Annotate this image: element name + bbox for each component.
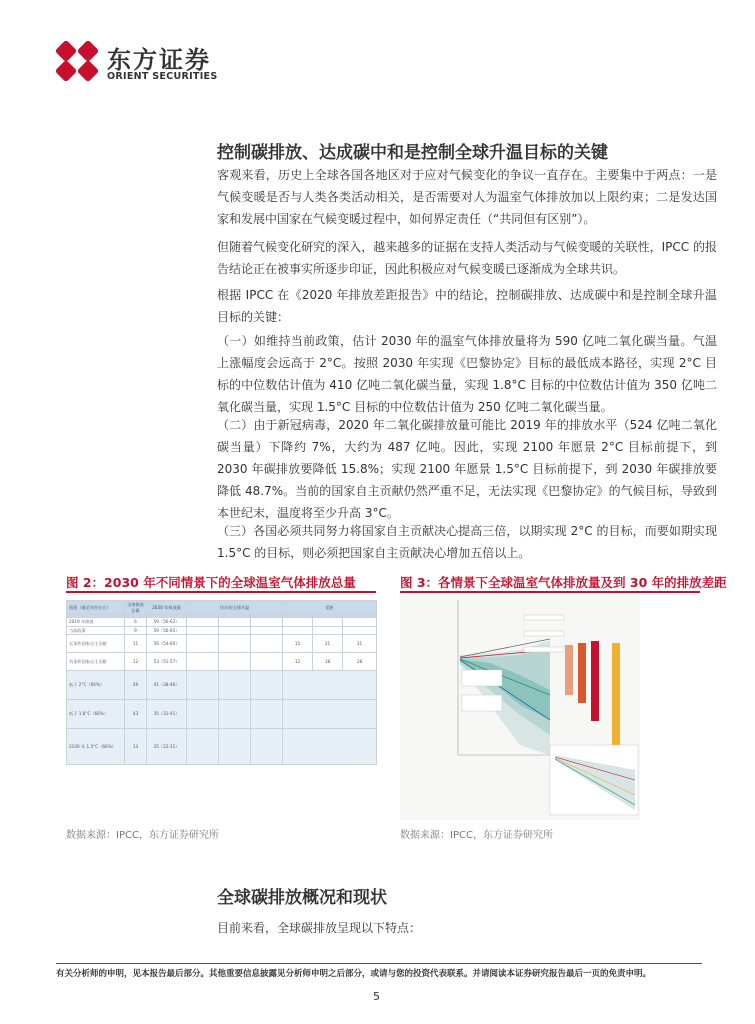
table-cell: 15 xyxy=(283,635,313,653)
section-heading-2: 全球碳排放概况和现状 xyxy=(217,888,387,908)
paragraph-3: 根据 IPCC 在《2020 年排放差距报告》中的结论，控制碳排放、达成碳中和是控制全球升温目标的关键： xyxy=(217,288,717,324)
table-header-cell: 情景（截至年份左右） xyxy=(67,601,125,615)
table-cell: 2019 年排放 xyxy=(67,618,125,627)
figure-3-title: 图 3：各情景下全球温室气体排放量及到 30 年的排放差距 xyxy=(400,575,727,590)
table-header-row xyxy=(67,601,377,615)
chart-note-box-1 xyxy=(462,670,502,686)
chart-note-box-2 xyxy=(462,695,502,711)
table-cell: 11 xyxy=(125,635,147,653)
table-cell: 53（51-57） xyxy=(147,653,187,671)
paragraph-2: 但随着气候变化研究的深入，越来越多的证据在支持人类活动与气候变暖的关联性，IPCC 的报告结论正在被事实所逐步印证，因此积极应对气候变暖已逐渐成为全球共识。 xyxy=(217,240,717,276)
chart-gap-bar-3 xyxy=(591,641,599,721)
figure-3-rule xyxy=(400,591,700,593)
table-row xyxy=(67,729,377,765)
table-cell: 59（56-65） xyxy=(147,626,187,635)
table-cell: 12 xyxy=(125,653,147,671)
table-cell: 无条件国家自主贡献 xyxy=(67,635,125,653)
table-cell: 13 xyxy=(125,729,147,765)
table-row xyxy=(67,618,377,627)
table-cell: 29 xyxy=(125,671,147,700)
figure-3-source: 数据来源：IPCC，东方证券研究所 xyxy=(400,830,553,841)
table-cell: 59（56-62） xyxy=(147,618,187,627)
table-header-cell: 全球排放总量 xyxy=(125,601,147,615)
table-row xyxy=(67,626,377,635)
table-cell: 28 xyxy=(343,653,377,671)
table-cell: 18 xyxy=(313,653,343,671)
company-logo xyxy=(55,40,225,82)
paragraph-6: （三）各国必须共同努力将国家自主贡献决心提高三倍，以期实现 2°C 的目标，而要如期实现 1.5°C 的目标，则必须把国家自主贡献决心增加五倍以上。 xyxy=(217,524,717,560)
table-cell: 低于 2°C（66%） xyxy=(67,671,125,700)
page-number: 5 xyxy=(373,990,380,1003)
paragraph-4: （一）如维持当前政策，估计 2030 年的温室气体排放量将为 590 亿吨二氧化碳当量。气温上涨幅度会远高于 2°C。按照 2030 年实现《巴黎协定》目标的最低成本路径，实现 2°C 目标的中位数估计值为 410 亿吨二氧化碳当量，实现 1.8°C 目标的中位数估计值为 350 亿吨二氧化碳当量，实现 1.5°C 目标的中位数估计值为 250 亿吨二氧化碳当量。 xyxy=(217,334,717,414)
paragraph-5: （二）由于新冠病毒，2020 年二氧化碳排放量可能比 2019 年的排放水平（524 亿吨二氧化碳当量）下降约 7%，大约为 487 亿吨。因此，实现 2100 年愿景 2°C 目标前提下，到 2030 年碳排放要降低 15.8%；实现 2100 年愿景 1.5°C 目标前提下，到 2030 年碳排放要降低 48.7%。当前的国家自主贡献仍然严重不足，无法实现《巴黎协定》的气候目标，导致到本世纪末，温度将至少升高 3°C。 xyxy=(217,418,717,520)
emissions-gap-chart xyxy=(400,595,640,820)
logo-mark-icon xyxy=(55,40,99,82)
footer-rule xyxy=(56,963,702,964)
chart-gap-bar-1 xyxy=(565,645,573,695)
table-cell: 9 xyxy=(125,626,147,635)
table-cell: 当前政策 xyxy=(67,626,125,635)
table-cell: 35（31-41） xyxy=(147,700,187,729)
paragraph-7: 目前来看，全球碳排放呈现以下特点： xyxy=(217,921,422,935)
chart-legend-box-1 xyxy=(524,615,564,620)
figure-2-title: 图 2：2030 年不同情景下的全球温室气体排放总量 xyxy=(66,575,356,590)
chart-legend-box-3 xyxy=(524,647,564,652)
table-cell: 6 xyxy=(125,618,147,627)
emissions-table xyxy=(66,600,377,765)
logo-en-text: ORIENT SECURITIES xyxy=(107,71,218,82)
footer-disclaimer: 有关分析师的申明，见本报告最后部分。其他重要信息披露见分析师申明之后部分，或请与您的投资代表联系。并请阅读本证券研究报告最后一页的免责申明。 xyxy=(56,969,652,979)
table-header-cell: 2030 年排放量 xyxy=(147,601,187,615)
chart-gap-bar-2 xyxy=(578,643,586,703)
table-row xyxy=(67,700,377,729)
table-cell: 21 xyxy=(313,635,343,653)
paragraph-1: 客观来看，历史上全球各国各地区对于应对气候变化的争议一直存在。主要集中于两点：一是气候变暖是否与人类各类活动相关，是否需要对人为温室气体排放加以上限约束；二是发达国家和发展中国家在气候变暖过程中，如何界定责任（“共同但有区别”）。 xyxy=(217,168,717,226)
figure-2-rule xyxy=(66,591,376,593)
table-cell: 31 xyxy=(343,635,377,653)
table-row xyxy=(67,653,377,671)
table-header-cell: 差距 xyxy=(283,601,377,615)
table-cell: 低于 1.8°C（66%） xyxy=(67,700,125,729)
logo-cn-text: 东方证券 xyxy=(107,46,211,74)
table-cell: 56（54-60） xyxy=(147,635,187,653)
chart-legend-box-2 xyxy=(524,631,564,636)
table-cell: 25（22-31） xyxy=(147,729,187,765)
table-header-cell: 估计的全球升温 xyxy=(187,601,283,615)
table-cell: 2100 年 1.5°C（66%） xyxy=(67,729,125,765)
table-cell: 43 xyxy=(125,700,147,729)
table-row xyxy=(67,635,377,653)
figure-2-source: 数据来源：IPCC，东方证券研究所 xyxy=(66,830,219,841)
table-cell: 有条件国家自主贡献 xyxy=(67,653,125,671)
section-heading-1: 控制碳排放、达成碳中和是控制全球升温目标的关键 xyxy=(217,143,608,163)
table-row xyxy=(67,671,377,700)
table-cell: 41（38-46） xyxy=(147,671,187,700)
table-cell: 12 xyxy=(283,653,313,671)
